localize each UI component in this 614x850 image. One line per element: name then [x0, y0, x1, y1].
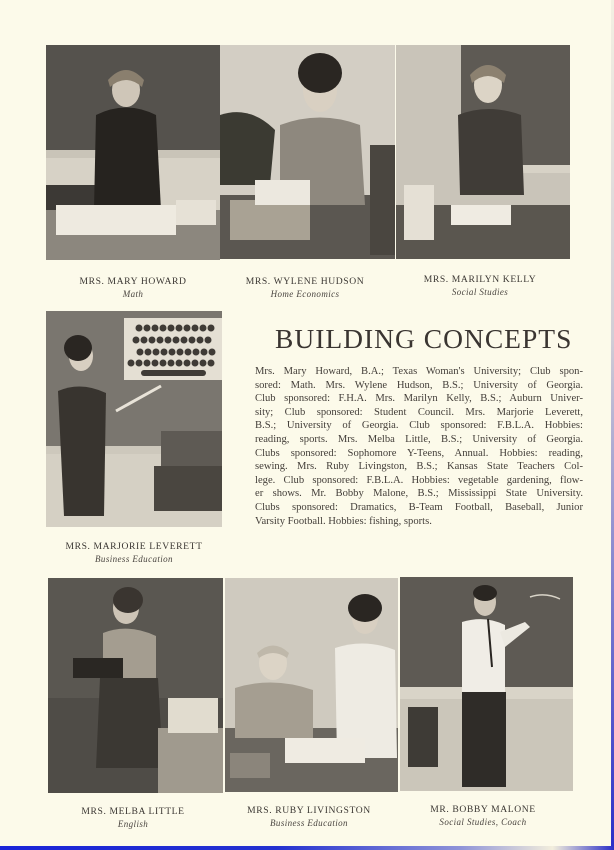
bio-line: sored: Math. Mrs. Wylene Hudson, B.S.; University of Georgia.	[255, 379, 583, 391]
teacher-name: MRS. MELBA LITTLE	[81, 806, 185, 817]
teacher-subject: Home Economics	[270, 289, 340, 299]
caption-mary-howard	[43, 276, 223, 300]
bio-line: reading, sports. Mrs. Melba Little, B.S.; University of Georgia.	[255, 433, 583, 445]
bio-line: sewing. Mrs. Ruby Livingston, B.S.; Kansas State Teachers Col-	[255, 461, 583, 473]
caption-marilyn-kelly	[390, 274, 570, 298]
photo-mary-howard	[46, 45, 220, 260]
caption-ruby-livingston	[219, 805, 399, 829]
caption-wylene-hudson	[215, 276, 395, 300]
teacher-subject: Social Studies	[451, 287, 509, 297]
caption-marjorie-leverett	[44, 541, 224, 565]
teacher-subject: Math	[122, 289, 144, 299]
teacher-subject: English	[117, 819, 149, 829]
scan-edge-bottom	[0, 846, 614, 850]
teacher-subject: Business Education	[270, 818, 348, 828]
bio-line: Clubs sponsored: Dramatics, B-Team Football, Baseball, Junior	[255, 501, 583, 513]
teacher-name: MRS. MARY HOWARD	[79, 276, 187, 287]
bio-line: Varsity Football. Hobbies: fishing, sports.	[255, 515, 432, 527]
caption-bobby-malone	[393, 804, 573, 828]
bio-line: sity; Club sponsored: Student Council. Mrs. Marjorie Leverett,	[255, 406, 583, 418]
photo-marilyn-kelly	[396, 45, 570, 259]
teacher-name: MRS. WYLENE HUDSON	[245, 276, 365, 287]
photo-ruby-livingston	[225, 578, 398, 792]
bio-line: er shows. Mr. Bobby Malone, B.S.; Mississippi State University.	[255, 488, 583, 500]
caption-melba-little	[43, 806, 223, 830]
bio-line: B.S.; University of Georgia. Club sponsored: F.B.L.A. Hobbies:	[255, 420, 583, 432]
bio-paragraph	[255, 365, 583, 528]
page-headline: BUILDING CONCEPTS	[275, 323, 573, 354]
bio-line: Club sponsored: F.H.A. Mrs. Marilyn Kelly, B.S.; Auburn Univer-	[255, 393, 583, 405]
teacher-name: MRS. MARILYN KELLY	[423, 274, 537, 285]
teacher-subject: Social Studies, Coach	[439, 817, 527, 827]
bio-line: Clubs sponsored: Sophomore Y-Teens, Annual. Hobbies: reading,	[255, 447, 583, 459]
photo-bobby-malone	[400, 577, 573, 791]
bio-line: Mrs. Mary Howard, B.A.; Texas Woman's University; Club spon-	[255, 366, 583, 377]
photo-wylene-hudson	[220, 45, 395, 259]
teacher-name: MRS. MARJORIE LEVERETT	[65, 541, 203, 552]
photo-melba-little	[48, 578, 223, 793]
photo-marjorie-leverett	[46, 311, 222, 527]
teacher-name: MRS. RUBY LIVINGSTON	[247, 805, 371, 816]
teacher-name: MR. BOBBY MALONE	[430, 804, 536, 815]
teacher-subject: Business Education	[95, 554, 173, 564]
bio-line: lege. Club sponsored: F.B.L.A. Hobbies: vegetable gardening, flow-	[255, 474, 583, 486]
